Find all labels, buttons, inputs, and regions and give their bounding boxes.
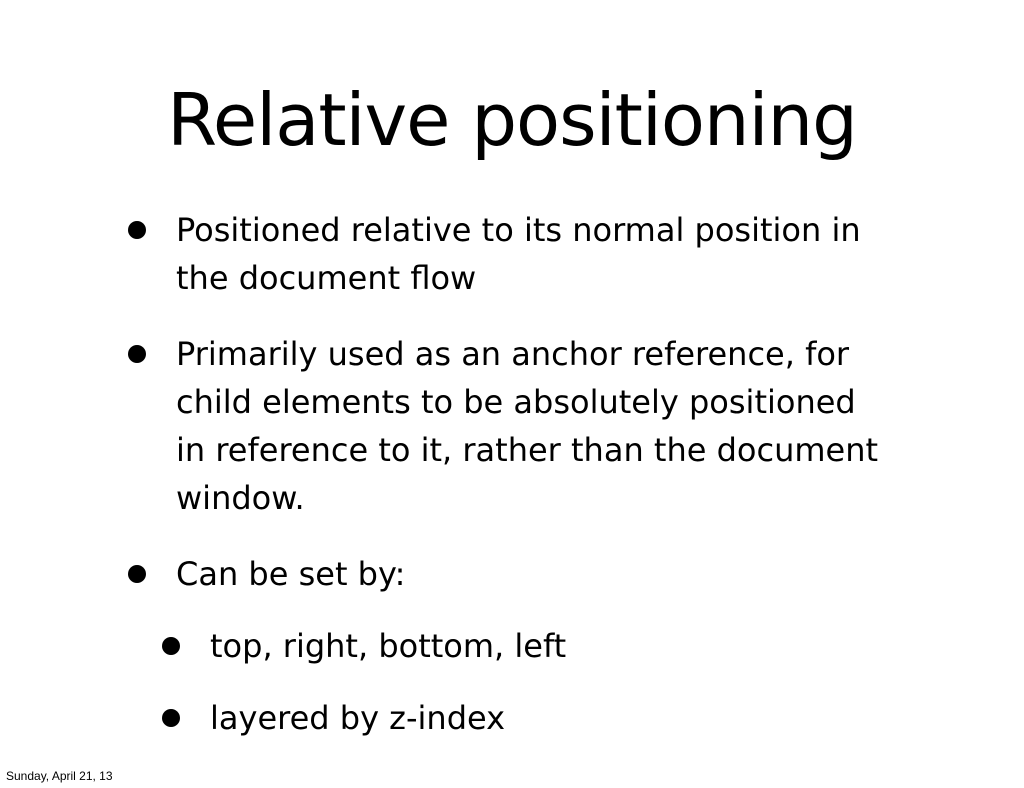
sub-bullet-item (210, 694, 505, 742)
bullet-line: top, right, bottom, left (210, 627, 567, 665)
sub-bullet-item (210, 622, 566, 670)
bullet-line: Primarily used as an anchor reference, for (176, 335, 850, 373)
bullet-dot-icon (128, 345, 146, 363)
bullet-dot-icon (162, 637, 180, 655)
bullet-line: window. (176, 479, 305, 517)
bullet-line: layered by z-index (210, 699, 506, 737)
bullet-line: in reference to it, rather than the document (176, 431, 879, 469)
bullet-dot-icon (128, 565, 146, 583)
bullet-dot-icon (162, 709, 180, 727)
bullet-item (176, 330, 878, 522)
bullet-item (176, 550, 405, 598)
footer-date: Sunday, April 21, 13 (6, 769, 113, 783)
bullet-line: the document flow (176, 259, 477, 297)
bullet-dot-icon (128, 221, 146, 239)
bullet-line: Can be set by: (176, 555, 406, 593)
slide-title: Relative positioning (167, 78, 857, 162)
bullet-line: Positioned relative to its normal position in (176, 211, 861, 249)
bullet-line: child elements to be absolutely positioned (176, 383, 856, 421)
bullet-item (176, 206, 861, 302)
